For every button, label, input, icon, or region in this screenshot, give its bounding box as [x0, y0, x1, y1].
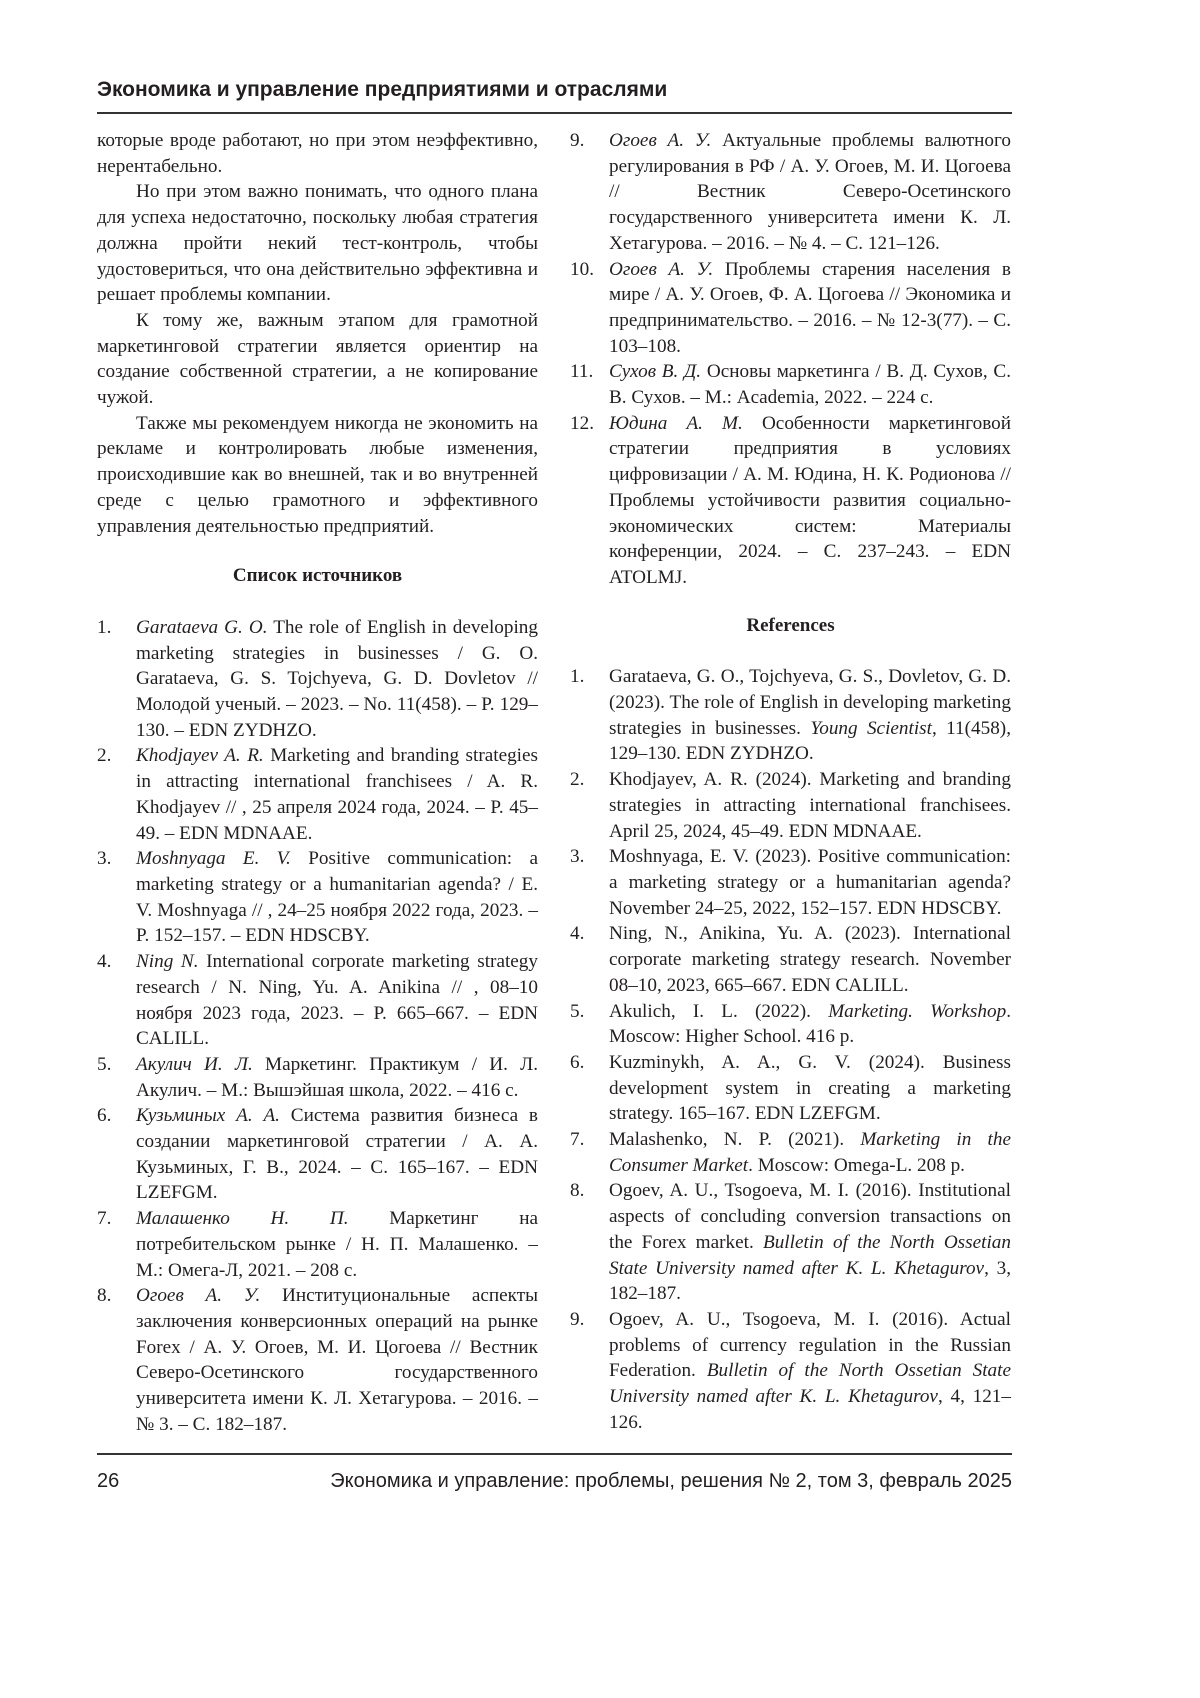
reference-text-part: . Moscow: Omega-L. 208 p. [748, 1155, 965, 1176]
journal-info: Экономика и управление: проблемы, решения № 2, том 3, февраль 2025 [330, 1470, 1012, 1493]
body-paragraph: Но при этом важно понимать, что одного плана для успеха недостаточно, поскольку любая стратегия должна пройти некий тест-контроль, чтобы удостовериться, что она действительно эффективна и решает проблемы компании. [97, 179, 538, 308]
reference-text [136, 1052, 538, 1103]
page-number: 26 [97, 1470, 119, 1493]
reference-text-part: Ning, N., Anikina, Yu. A. (2023). International corporate marketing strategy research. November 08–10, 2023, 665–667. EDN CALILL. [609, 923, 1011, 995]
reference-number: 6. [97, 1103, 136, 1206]
reference-text-part: Akulich, I. L. (2022). [609, 1001, 828, 1022]
reference-number: 1. [97, 615, 136, 744]
reference-number: 8. [97, 1283, 136, 1437]
references-list [570, 664, 1011, 1435]
reference-italic-part: Bulletin of the North Ossetian State University named after K. L. Khetagurov [609, 1232, 1011, 1279]
reference-italic-part: Marketing. Workshop [828, 1001, 1006, 1022]
reference-text-part: , 4, 121–126. [609, 1386, 1011, 1433]
left-column [97, 128, 538, 1437]
body-paragraph: которые вроде работают, но при этом неэффективно, нерентабельно. [97, 128, 538, 179]
reference-item [97, 615, 538, 744]
reference-text [609, 359, 1011, 410]
reference-text [136, 1206, 538, 1283]
reference-text [136, 949, 538, 1052]
right-column [570, 128, 1011, 1435]
reference-text [609, 411, 1011, 591]
reference-item [97, 1052, 538, 1103]
reference-italic-part: Khodjayev A. R. [136, 745, 264, 766]
reference-number: 3. [97, 846, 136, 949]
reference-text-part: Khodjayev, A. R. (2024). Marketing and branding strategies in attracting international franchisees. April 25, 2024, 45–49. EDN MDNAAE. [609, 769, 1011, 841]
reference-text-part: Kuzminykh, A. A., G. V. (2024). Business development system in creating a marketing strategy. 165–167. EDN LZEFGM. [609, 1052, 1011, 1124]
reference-text-part: Особенности маркетинговой стратегии предприятия в условиях цифровизации / А. М. Юдина, Н. К. Родионова // Проблемы устойчивости развития социально-экономических систем: Материалы конференции, 2024. – С. 237–243. – EDN ATOLMJ. [609, 413, 1011, 588]
reference-number: 4. [570, 921, 609, 998]
sources-list-continued [570, 128, 1011, 591]
reference-number: 6. [570, 1050, 609, 1127]
reference-number: 8. [570, 1178, 609, 1307]
reference-italic-part: Огоев А. У. [609, 259, 713, 280]
reference-item [570, 844, 1011, 921]
reference-text [609, 921, 1011, 998]
reference-text [609, 767, 1011, 844]
reference-text [136, 1283, 538, 1437]
body-paragraph: Также мы рекомендуем никогда не экономить на рекламе и контролировать любые изменения, происходившие как во внешней, так и во внутренней среде с целью грамотного и эффективного управления деятельностью предприятий. [97, 411, 538, 540]
page-footer [97, 1470, 1012, 1493]
reference-italic-part: Ning N. [136, 951, 199, 972]
reference-text [136, 846, 538, 949]
reference-item [570, 359, 1011, 410]
reference-item [97, 846, 538, 949]
reference-number: 2. [97, 743, 136, 846]
reference-italic-part: Bulletin of the North Ossetian State University named after K. L. Khetagurov [609, 1360, 1011, 1407]
reference-number: 12. [570, 411, 609, 591]
reference-italic-part: Кузьминых А. А. [136, 1105, 280, 1126]
reference-number: 5. [97, 1052, 136, 1103]
reference-text [609, 999, 1011, 1050]
reference-number: 2. [570, 767, 609, 844]
reference-text [609, 844, 1011, 921]
reference-italic-part: Garataeva G. O. [136, 617, 268, 638]
reference-italic-part: Юдина А. М. [609, 413, 743, 434]
reference-number: 3. [570, 844, 609, 921]
reference-number: 9. [570, 128, 609, 257]
reference-number: 5. [570, 999, 609, 1050]
reference-text-part: Актуальные проблемы валютного регулирования в РФ / А. У. Огоев, М. И. Цогоева // Вестник Северо-Осетинского государственного университета имени К. Л. Хетагурова. – 2016. – № 4. – С. 121–126. [609, 130, 1011, 254]
reference-text-part: Positive communication: a marketing strategy or a humanitarian agenda? / E. V. Moshnyaga // , 24–25 ноября 2022 года, 2023. – P. 152–157. – EDN HDSCBY. [136, 848, 538, 946]
reference-item [570, 411, 1011, 591]
reference-text-part: Malashenko, N. P. (2021). [609, 1129, 860, 1150]
reference-item [97, 743, 538, 846]
reference-text [609, 664, 1011, 767]
reference-text-part: International corporate marketing strategy research / N. Ning, Yu. A. Anikina // , 08–10 ноября 2023 года, 2023. – P. 665–667. – EDN CALILL. [136, 951, 538, 1049]
reference-text [136, 743, 538, 846]
reference-text-part: Система развития бизнеса в создании маркетинговой стратегии / А. А. Кузьминых, Г. В., 2024. – С. 165–167. – EDN LZEFGM. [136, 1105, 538, 1203]
reference-number: 1. [570, 664, 609, 767]
reference-item [570, 999, 1011, 1050]
reference-number: 11. [570, 359, 609, 410]
reference-text [609, 1307, 1011, 1436]
reference-text [609, 1178, 1011, 1307]
footer-rule [97, 1453, 1012, 1455]
reference-text-part: , 3, 182–187. [609, 1258, 1011, 1305]
reference-item [97, 949, 538, 1052]
reference-text-part: Институциональные аспекты заключения конверсионных операций на рынке Forex / А. У. Огоев, М. И. Цогоева // Вестник Северо-Осетинского государственного университета имени К. Л. Хетагурова. – 2016. – № 3. – С. 182–187. [136, 1285, 538, 1435]
reference-text [136, 615, 538, 744]
reference-text-part: . Moscow: Higher School. 416 p. [609, 1001, 1011, 1048]
reference-number: 7. [570, 1127, 609, 1178]
reference-italic-part: Малашенко Н. П. [136, 1208, 349, 1229]
reference-text-part: The role of English in developing marketing strategies in businesses / G. O. Garataeva, G. S. Tojchyeva, G. D. Dovletov // Молодой ученый. – 2023. – No. 11(458). – P. 129–130. – EDN ZYDHZO. [136, 617, 538, 741]
reference-item [97, 1103, 538, 1206]
reference-text-part: Moshnyaga, E. V. (2023). Positive communication: a marketing strategy or a humanitarian agenda? November 24–25, 2022, 152–157. EDN HDSCBY. [609, 846, 1011, 918]
reference-number: 4. [97, 949, 136, 1052]
reference-item [570, 1050, 1011, 1127]
reference-text-part: Маркетинг на потребительском рынке / Н. П. Малашенко. – М.: Омега-Л, 2021. – 208 с. [136, 1208, 538, 1280]
reference-text [136, 1103, 538, 1206]
reference-number: 9. [570, 1307, 609, 1436]
reference-text-part: Основы маркетинга / В. Д. Сухов, С. В. Сухов. – М.: Academia, 2022. – 224 с. [609, 361, 1011, 408]
body-paragraph: К тому же, важным этапом для грамотной маркетинговой стратегии является ориентир на создание собственной стратегии, а не копирование чужой. [97, 308, 538, 411]
reference-text-part: , 11(458), 129–130. EDN ZYDHZO. [609, 718, 1011, 765]
reference-text [609, 128, 1011, 257]
references-heading: References [570, 613, 1011, 639]
reference-text-part: Ogoev, A. U., Tsogoeva, M. I. (2016). Institutional aspects of concluding conversion transactions on the Forex market. [609, 1180, 1011, 1252]
reference-item [97, 1206, 538, 1283]
reference-text [609, 1127, 1011, 1178]
reference-italic-part: Акулич И. Л. [136, 1054, 253, 1075]
reference-italic-part: Огоев А. У. [609, 130, 711, 151]
reference-item [570, 1307, 1011, 1436]
reference-text-part: Ogoev, A. U., Tsogoeva, M. I. (2016). Actual problems of currency regulation in the Russian Federation. [609, 1309, 1011, 1381]
reference-text-part: Marketing and branding strategies in attracting international franchisees / A. R. Khodjayev // , 25 апреля 2024 года, 2024. – P. 45–49. – EDN MDNAAE. [136, 745, 538, 843]
reference-italic-part: Сухов В. Д. [609, 361, 701, 382]
reference-item [97, 1283, 538, 1437]
reference-italic-part: Moshnyaga E. V. [136, 848, 291, 869]
reference-item [570, 767, 1011, 844]
reference-item [570, 1127, 1011, 1178]
sources-list [97, 615, 538, 1438]
reference-item [570, 1178, 1011, 1307]
reference-text [609, 1050, 1011, 1127]
header-rule [97, 112, 1012, 114]
reference-italic-part: Marketing in the Consumer Market [609, 1129, 1011, 1176]
reference-item [570, 128, 1011, 257]
running-header: Экономика и управление предприятиями и отраслями [97, 78, 1012, 102]
reference-text-part: Проблемы старения населения в мире / А. У. Огоев, Ф. А. Цогоева // Экономика и предпринимательство. – 2016. – № 12-3(77). – С. 103–108. [609, 259, 1011, 357]
reference-item [570, 257, 1011, 360]
reference-number: 7. [97, 1206, 136, 1283]
reference-text-part: Маркетинг. Практикум / И. Л. Акулич. – М.: Вышэйшая школа, 2022. – 416 с. [136, 1054, 538, 1101]
reference-text-part: Garataeva, G. O., Tojchyeva, G. S., Dovletov, G. D. (2023). The role of English in developing marketing strategies in businesses. [609, 666, 1011, 738]
reference-text [609, 257, 1011, 360]
reference-italic-part: Young Scientist [810, 718, 932, 739]
reference-item [570, 664, 1011, 767]
reference-item [570, 921, 1011, 998]
reference-italic-part: Огоев А. У. [136, 1285, 260, 1306]
sources-heading: Список источников [97, 563, 538, 589]
reference-number: 10. [570, 257, 609, 360]
